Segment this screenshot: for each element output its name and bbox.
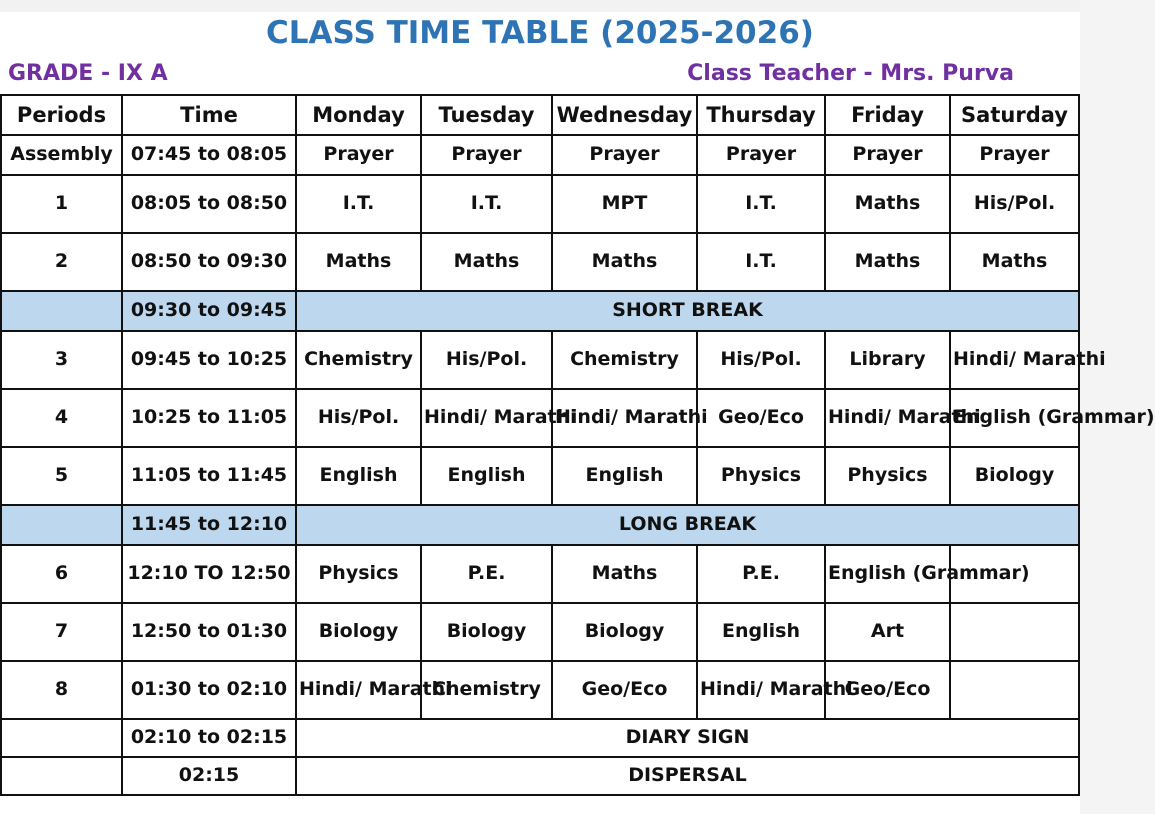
period-cell: 3 bbox=[1, 331, 122, 389]
subject-cell: Prayer bbox=[825, 135, 950, 175]
period-cell bbox=[1, 719, 122, 757]
break-row bbox=[1, 291, 1079, 331]
timetable bbox=[0, 94, 1155, 796]
subject-cell: Maths bbox=[825, 233, 950, 291]
subject-cell: Biology bbox=[552, 603, 697, 661]
subject-cell: Hindi/ Marathi bbox=[552, 389, 697, 447]
period-cell: Assembly bbox=[1, 135, 122, 175]
subject-cell: I.T. bbox=[296, 175, 421, 233]
subject-cell: MPT bbox=[552, 175, 697, 233]
subject-cell: Hindi/ Marathi bbox=[950, 331, 1079, 389]
time-cell: 07:45 to 08:05 bbox=[122, 135, 296, 175]
subject-cell: Chemistry bbox=[421, 661, 552, 719]
period-cell: 1 bbox=[1, 175, 122, 233]
subject-cell: His/Pol. bbox=[697, 331, 825, 389]
subject-cell: Hindi/ Marathi bbox=[825, 389, 950, 447]
class-teacher-label: Class Teacher - Mrs. Purva bbox=[687, 61, 1014, 86]
subject-cell: Prayer bbox=[697, 135, 825, 175]
time-cell: 12:10 TO 12:50 bbox=[122, 545, 296, 603]
table-row bbox=[1, 757, 1079, 795]
subject-cell: English bbox=[296, 447, 421, 505]
subject-cell: Chemistry bbox=[296, 331, 421, 389]
subject-cell: Prayer bbox=[950, 135, 1079, 175]
header-thursday: Thursday bbox=[697, 95, 825, 135]
subject-cell: English bbox=[421, 447, 552, 505]
dispersal-label: DISPERSAL bbox=[296, 757, 1079, 795]
subject-cell: His/Pol. bbox=[296, 389, 421, 447]
grade-label: GRADE - IX A bbox=[8, 61, 168, 86]
subject-cell: His/Pol. bbox=[421, 331, 552, 389]
break-row bbox=[1, 505, 1079, 545]
header-row bbox=[1, 95, 1079, 135]
subject-cell: P.E. bbox=[697, 545, 825, 603]
table-row bbox=[1, 233, 1079, 291]
header-periods: Periods bbox=[1, 95, 122, 135]
subject-cell: Geo/Eco bbox=[697, 389, 825, 447]
subject-cell: Physics bbox=[697, 447, 825, 505]
subject-cell: English (Grammar) bbox=[825, 545, 950, 603]
subject-cell: Physics bbox=[825, 447, 950, 505]
subject-cell: Chemistry bbox=[552, 331, 697, 389]
table-row bbox=[1, 447, 1079, 505]
time-cell: 09:45 to 10:25 bbox=[122, 331, 296, 389]
header-tuesday: Tuesday bbox=[421, 95, 552, 135]
time-cell: 09:30 to 09:45 bbox=[122, 291, 296, 331]
subject-cell: Biology bbox=[950, 447, 1079, 505]
subject-cell: P.E. bbox=[421, 545, 552, 603]
time-cell: 12:50 to 01:30 bbox=[122, 603, 296, 661]
table-row bbox=[1, 389, 1079, 447]
period-cell bbox=[1, 757, 122, 795]
header-wednesday: Wednesday bbox=[552, 95, 697, 135]
subject-cell: Geo/Eco bbox=[552, 661, 697, 719]
period-cell: 4 bbox=[1, 389, 122, 447]
header-friday: Friday bbox=[825, 95, 950, 135]
time-cell: 11:45 to 12:10 bbox=[122, 505, 296, 545]
subject-cell bbox=[950, 603, 1079, 661]
short-break-label: SHORT BREAK bbox=[296, 291, 1079, 331]
subject-cell: Hindi/ Marathi bbox=[697, 661, 825, 719]
table-row bbox=[1, 719, 1079, 757]
time-cell: 02:15 bbox=[122, 757, 296, 795]
time-cell: 01:30 to 02:10 bbox=[122, 661, 296, 719]
period-cell: 8 bbox=[1, 661, 122, 719]
subject-cell: Art bbox=[825, 603, 950, 661]
time-cell: 08:50 to 09:30 bbox=[122, 233, 296, 291]
time-cell: 10:25 to 11:05 bbox=[122, 389, 296, 447]
subject-cell: English bbox=[552, 447, 697, 505]
period-cell: 2 bbox=[1, 233, 122, 291]
table-row bbox=[1, 175, 1079, 233]
subject-cell: Hindi/ Marathi bbox=[421, 389, 552, 447]
subject-cell: Geo/Eco bbox=[825, 661, 950, 719]
table-row bbox=[1, 135, 1079, 175]
subject-cell: Maths bbox=[825, 175, 950, 233]
subject-cell: Prayer bbox=[296, 135, 421, 175]
period-cell: 7 bbox=[1, 603, 122, 661]
subject-cell: Biology bbox=[296, 603, 421, 661]
subject-cell: Maths bbox=[950, 233, 1079, 291]
period-cell: 5 bbox=[1, 447, 122, 505]
subject-cell: Maths bbox=[296, 233, 421, 291]
time-cell: 11:05 to 11:45 bbox=[122, 447, 296, 505]
header-monday: Monday bbox=[296, 95, 421, 135]
subject-cell: Prayer bbox=[421, 135, 552, 175]
time-cell: 08:05 to 08:50 bbox=[122, 175, 296, 233]
subject-cell: Maths bbox=[552, 233, 697, 291]
page-title: CLASS TIME TABLE (2025-2026) bbox=[266, 15, 814, 51]
period-cell: 6 bbox=[1, 545, 122, 603]
subject-cell: English (Grammar) bbox=[950, 389, 1079, 447]
period-cell bbox=[1, 505, 122, 545]
diary-sign-label: DIARY SIGN bbox=[296, 719, 1079, 757]
subject-cell: Prayer bbox=[552, 135, 697, 175]
subject-cell: I.T. bbox=[697, 233, 825, 291]
subject-cell: I.T. bbox=[697, 175, 825, 233]
table-row bbox=[1, 661, 1079, 719]
subject-cell bbox=[950, 661, 1079, 719]
time-cell: 02:10 to 02:15 bbox=[122, 719, 296, 757]
table-row bbox=[1, 545, 1079, 603]
period-cell bbox=[1, 291, 122, 331]
table-row bbox=[1, 603, 1079, 661]
subject-cell: Biology bbox=[421, 603, 552, 661]
table-row bbox=[1, 331, 1079, 389]
top-band bbox=[0, 0, 1080, 12]
subject-cell: English bbox=[697, 603, 825, 661]
subject-cell: Library bbox=[825, 331, 950, 389]
long-break-label: LONG BREAK bbox=[296, 505, 1079, 545]
subject-cell: His/Pol. bbox=[950, 175, 1079, 233]
header-saturday: Saturday bbox=[950, 95, 1079, 135]
subject-cell: Hindi/ Marathi bbox=[296, 661, 421, 719]
subject-cell: Maths bbox=[421, 233, 552, 291]
header-time: Time bbox=[122, 95, 296, 135]
subject-cell: Physics bbox=[296, 545, 421, 603]
subject-cell: Maths bbox=[552, 545, 697, 603]
subject-cell: I.T. bbox=[421, 175, 552, 233]
